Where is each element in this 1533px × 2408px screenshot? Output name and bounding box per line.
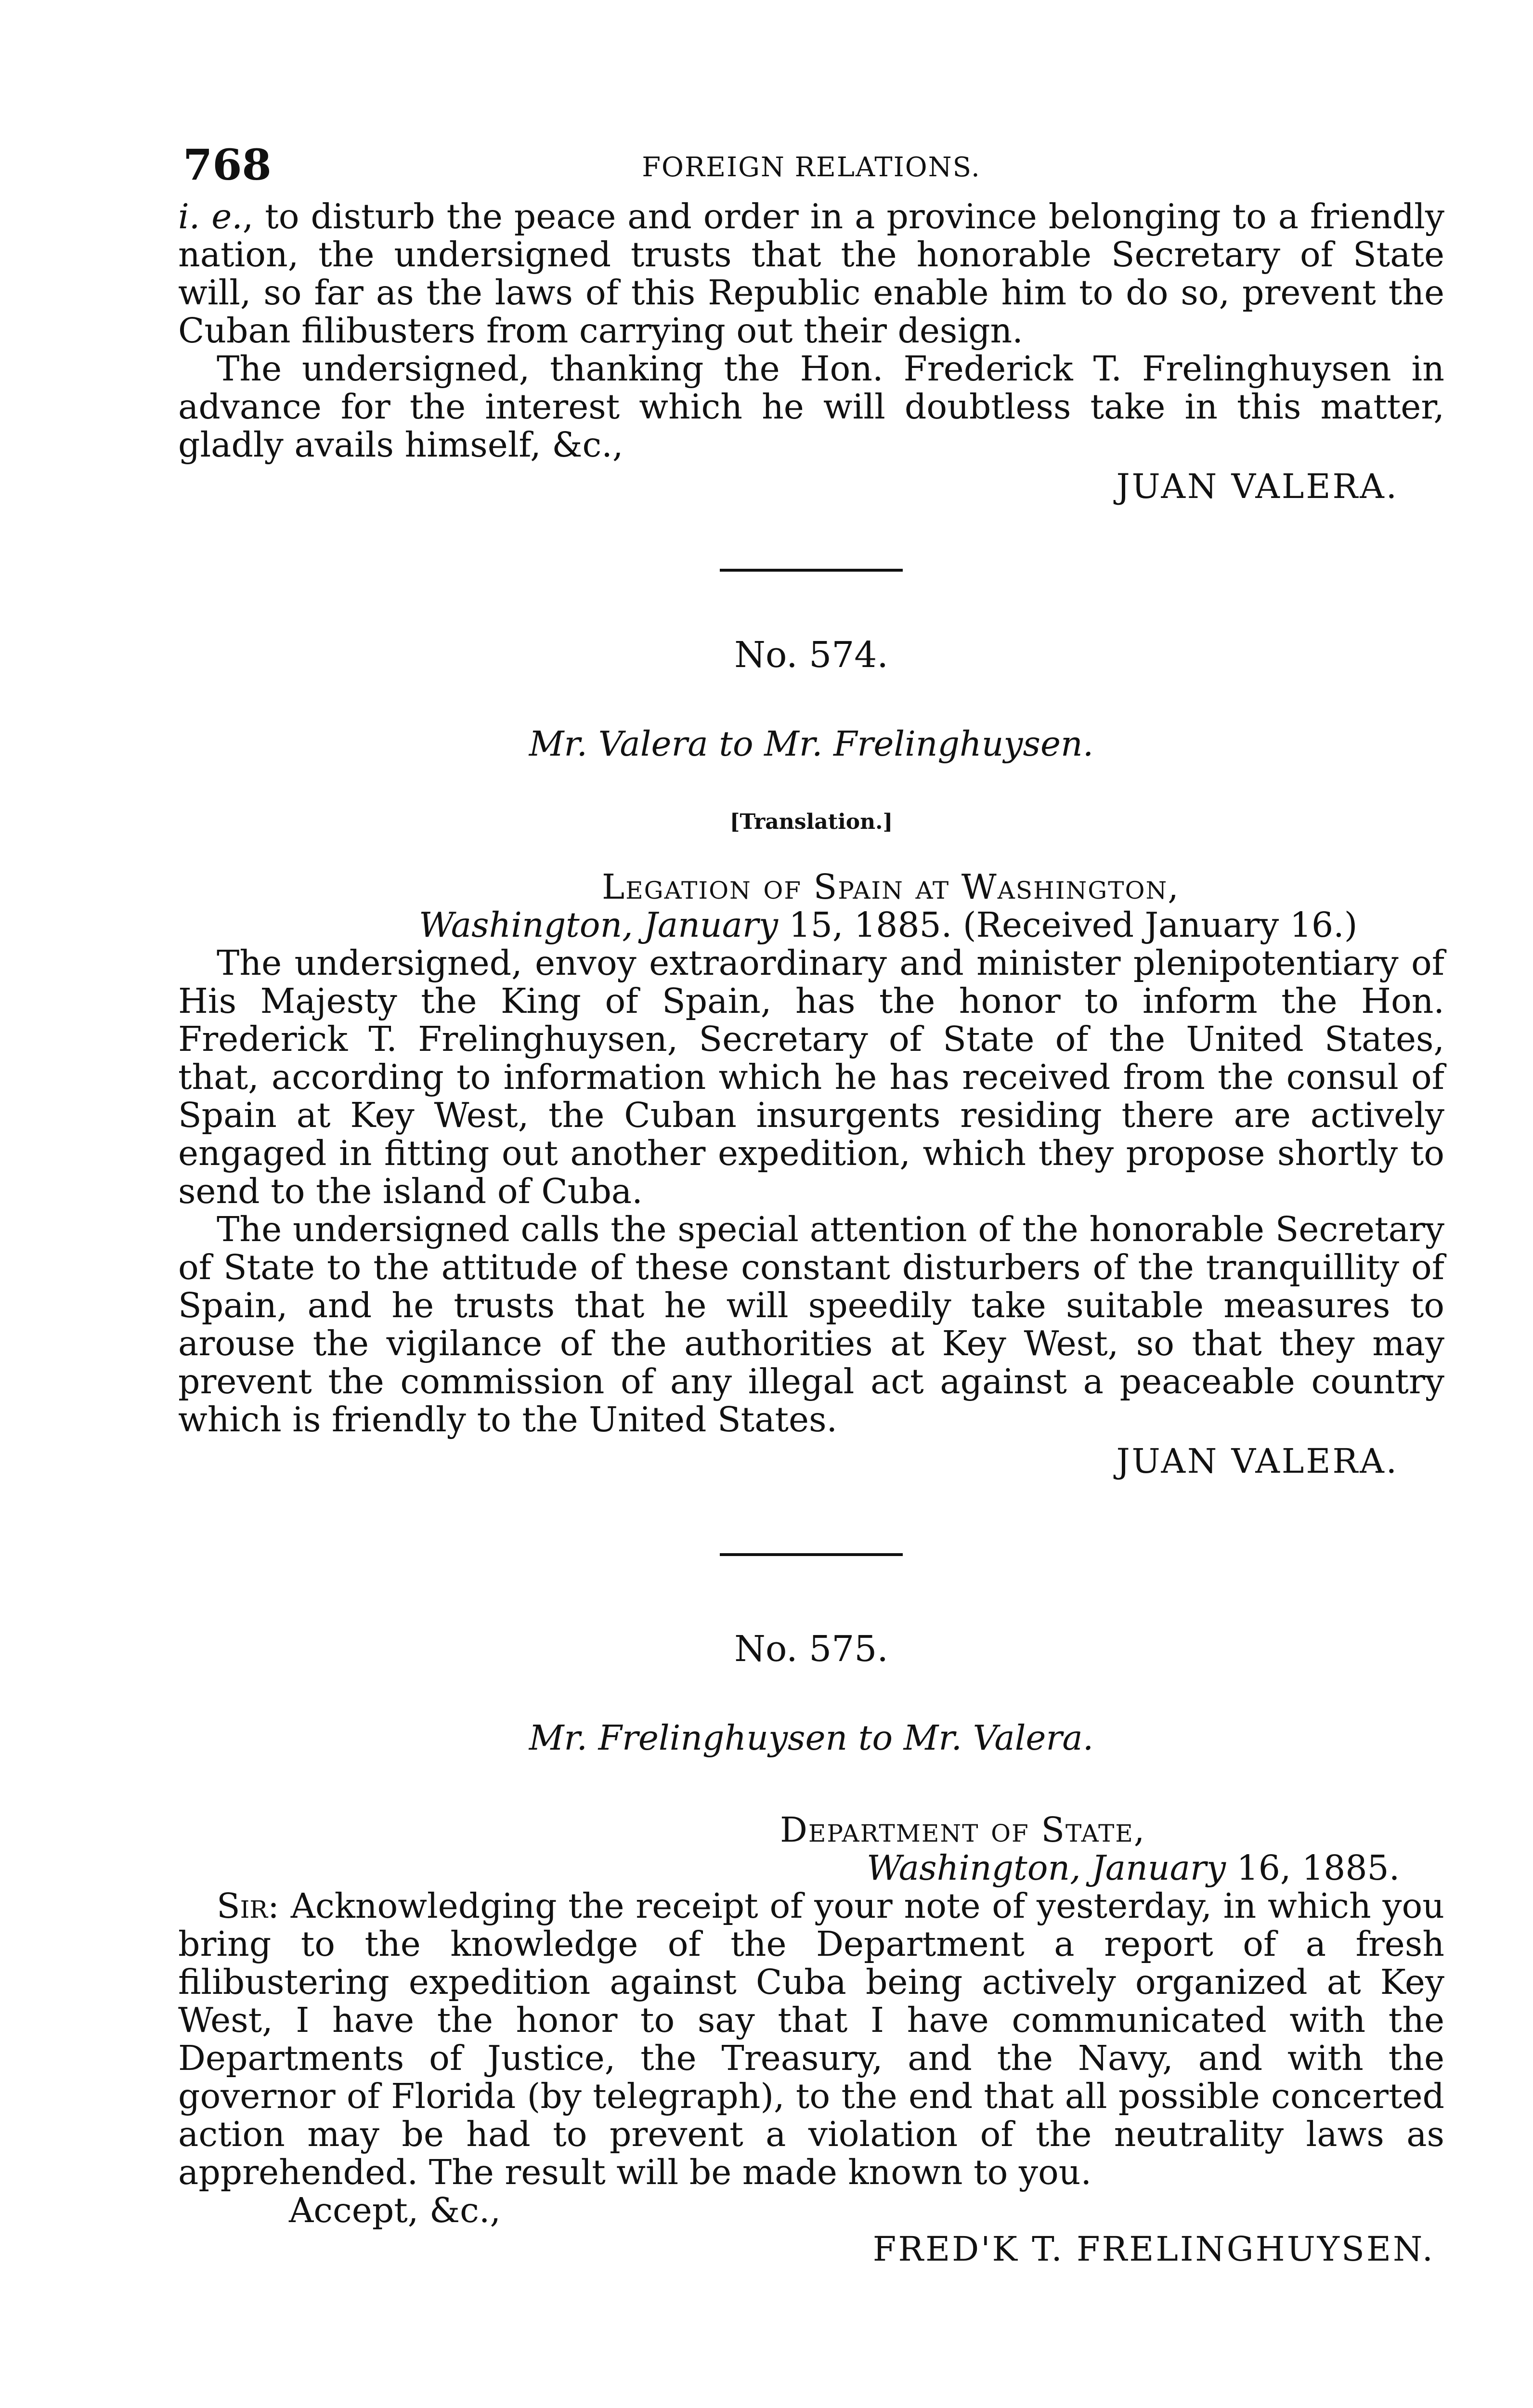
page <box>178 140 1444 2408</box>
doc-575-dateline <box>178 1849 1444 1887</box>
doc-575-title: Mr. Frelinghuysen to Mr. Valera. <box>529 1718 1094 1758</box>
doc-574-paragraph-2: The undersigned calls the special attention of the honorable Secretary of State to the attitude of these constant disturbers of the tranquillity of Spain, and he trusts that he will speedily take suitable measures to arouse the vigilance of the authorities at Key West, so that they may prevent the commission of any illegal act against a peaceable country which is friendly to the United States. <box>178 1209 1444 1440</box>
signature-frelinghuysen: FRED'K T. FRELINGHUYSEN. <box>872 2229 1435 2269</box>
page-number: 768 <box>183 140 272 190</box>
doc-574-title: Mr. Valera to Mr. Frelinghuysen. <box>529 724 1094 764</box>
doc-575-paragraph-1-text: Acknowledging the receipt of your note of yesterday, in which you bring to the knowledge of the Department a report of a fresh filibustering expedition against Cuba being actively organized at Key West, I have the honor to say that I have communicated with the Departments of Justice, the Treasury, and the Navy, and with the governor of Florida (by telegraph), to the end that all possible concerted action may be had to prevent a violation of the neutrality laws as apprehended. The result will be made known to you. <box>178 1886 1444 2192</box>
doc-575-department: Department of State, <box>780 1810 1146 1850</box>
translation-note: [Translation.] <box>729 810 893 834</box>
signature-valera-2: JUAN VALERA. <box>1116 1441 1399 1481</box>
doc-575-paragraph-1 <box>178 1887 1444 2191</box>
doc-575-dateline-rest: 16, 1885. <box>1225 1848 1400 1888</box>
doc-574-legation: Legation of Spain at Washington, <box>602 867 1180 907</box>
continuation-paragraph-1 <box>178 197 1444 350</box>
running-head <box>178 140 1444 197</box>
doc-574-dateline-rest: 15, 1885. (Received January 16.) <box>778 905 1358 945</box>
running-title: FOREIGN RELATIONS. <box>642 152 981 183</box>
doc-575-number: No. 575. <box>734 1628 888 1670</box>
doc-574-paragraph-1: The undersigned, envoy extraordinary and minister plenipotentiary of His Majesty the King of Spain, has the honor to inform the Hon. Frederick T. Frelinghuysen, Secretary of State of the United States, that, according to information which he has received from the consul of Spain at Key West, the Cuban insurgents residing there are actively engaged in fitting out another expedition, which they propose shortly to send to the island of Cuba. <box>178 943 1444 1211</box>
continuation-paragraph-2: The undersigned, thanking the Hon. Frederick T. Frelinghuysen in advance for the interest which he will doubtless take in this matter, gladly avails himself, &c., <box>178 349 1444 465</box>
lead-abbreviation: i. e. <box>178 196 243 236</box>
doc-575-dateline-place: Washington, January <box>867 1848 1226 1888</box>
continuation-paragraph-1-text: , to disturb the peace and order in a province belonging to a friendly nation, the undersigned trusts that the honorable Secretary of State will, so far as the laws of this Republic enable him to do so, prevent the Cuban filibusters from carrying out their design. <box>178 196 1444 351</box>
doc-575-salutation: Sir: <box>217 1886 279 1926</box>
section-divider-2 <box>720 1553 903 1556</box>
doc-575-closing: Accept, &c., <box>289 2190 501 2230</box>
doc-574-dateline <box>178 906 1444 944</box>
section-divider-1 <box>720 569 903 572</box>
doc-574-number: No. 574. <box>734 634 888 676</box>
signature-valera-1: JUAN VALERA. <box>1116 467 1399 506</box>
doc-574-dateline-place: Washington, January <box>419 905 778 945</box>
